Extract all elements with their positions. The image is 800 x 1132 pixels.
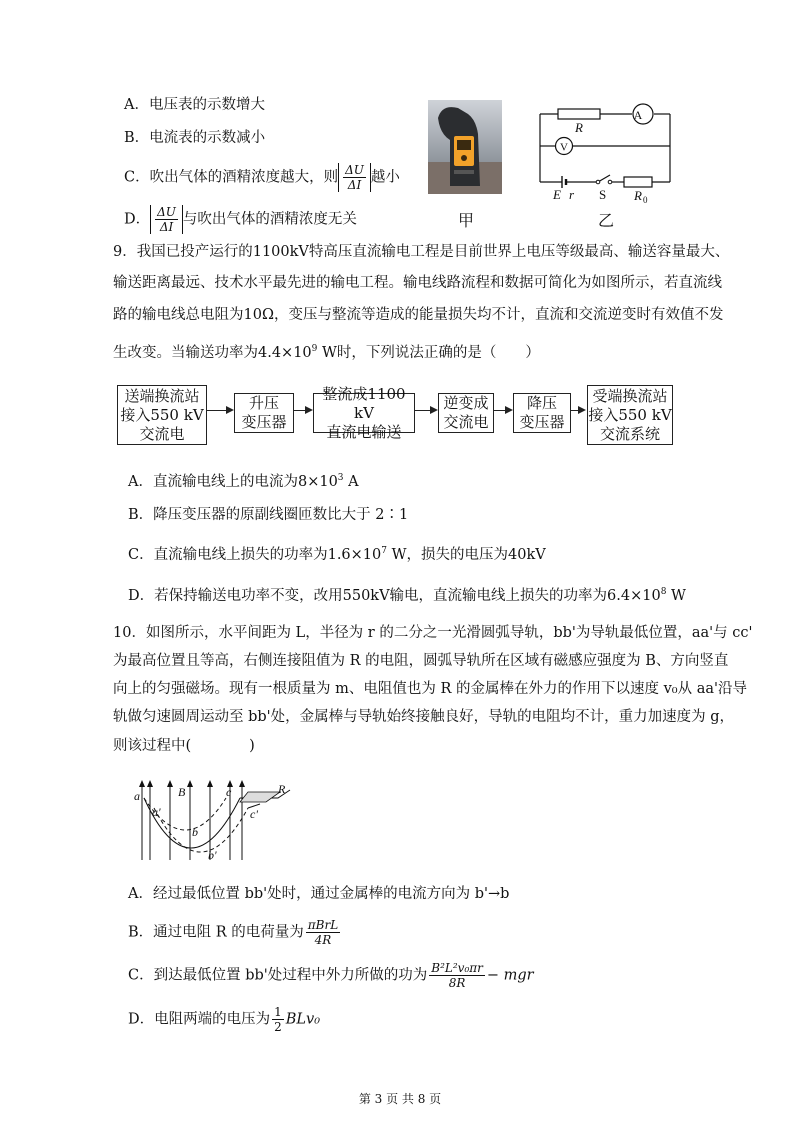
q9-option-c-text: C．直流输电线上损失的功率为1.6×10	[128, 546, 382, 563]
flow-step-2-line1: 升压	[248, 394, 279, 412]
q9-stem-line3: 路的输电线总电阻为10Ω，变压与整流等造成的能量损失均不计，直流和交流逆变时有效值不发	[113, 307, 724, 323]
q8-frac-num-d: ΔU	[157, 205, 176, 219]
q9-option-d-tail: W	[666, 587, 686, 604]
q10-stem-line4: 轨做匀速圆周运动至 bb'处，金属棒与导轨始终接触良好，导轨的电阻均不计，重力加速度为 g，	[113, 709, 735, 725]
resistor-r-label: R	[575, 120, 583, 135]
q9-option-a	[128, 468, 359, 492]
q10-stem-line3: 向上的匀强磁场。现有一根质量为 m、电阻值也为 R 的金属棒在外力的作用下以速度 v₀从 aa'沿导	[113, 681, 747, 697]
q10-stem-line2: 为最高位置且等高，右侧连接阻值为 R 的电阻，圆弧导轨所在区域有磁感应强度为 B、方向竖直	[113, 653, 729, 669]
q9-option-c	[128, 541, 546, 565]
flow-step-4-line1: 逆变成	[443, 394, 489, 412]
flow-arrow-5	[570, 410, 584, 411]
q10-option-b-text: B．通过电阻 R 的电荷量为	[128, 924, 304, 941]
q9-stem-line4-tail: W时，下列说法正确的是（ ）	[317, 344, 540, 361]
r0-label: R	[634, 188, 642, 203]
flow-step-6-line2: 接入550 kV	[588, 405, 672, 424]
flow-step-sending-station	[117, 385, 207, 445]
q8-frac-den-d: ΔI	[159, 220, 174, 234]
q8-option-c-abs	[338, 163, 371, 192]
emf-label: E	[553, 187, 561, 202]
breathalyzer-photo	[428, 100, 502, 194]
q8-option-d-tail: 与吹出气体的酒精浓度无关	[182, 211, 357, 228]
flow-arrow-3	[414, 410, 436, 411]
q10-option-d-text: D．电阻两端的电压为	[128, 1011, 271, 1028]
q8-option-a: A．电压表的示数增大	[124, 97, 265, 113]
q10-option-c-den: 8R	[448, 976, 466, 990]
flow-step-6-line1: 受端换流站	[592, 386, 668, 405]
label-a: a	[134, 789, 140, 803]
r0-subscript: 0	[643, 195, 648, 205]
flow-step-5-line2: 变压器	[519, 413, 565, 431]
q9-option-a-text: A．直流输电线上的电流为8×10	[128, 473, 338, 490]
q8-frac-num: ΔU	[345, 163, 364, 177]
label-b: b	[192, 825, 198, 839]
flow-step-invert-ac	[438, 393, 494, 433]
flow-arrow-1	[206, 410, 232, 411]
q8-option-d	[124, 205, 357, 234]
q9-option-b: B．降压变压器的原副线圈匝数比大于 2∶1	[128, 507, 409, 523]
q10-option-d-den: 2	[274, 1020, 282, 1034]
flow-step-2-line2: 变压器	[241, 413, 287, 431]
q10-option-d-num: 1	[274, 1005, 282, 1019]
q8-option-b: B．电流表的示数减小	[124, 130, 266, 146]
label-c-prime: c'	[250, 807, 258, 821]
q9-option-d-text: D．若保持输送电功率不变，改用550kV输电，直流输电线上损失的功率为6.4×10	[128, 587, 661, 604]
q10-option-c	[128, 961, 534, 990]
flow-step-1-line3: 交流电	[139, 424, 185, 443]
flow-step-step-down-transformer	[513, 393, 571, 433]
q9-stem-line1: 9．我国已投产运行的1100kV特高压直流输电工程是目前世界上电压等级最高、输送容量最大、	[113, 244, 730, 260]
q10-option-c-tail: − mgr	[486, 967, 534, 984]
q10-option-b	[128, 918, 342, 947]
q10-stem-line1: 10．如图所示，水平间距为 L，半径为 r 的二分之一光滑圆弧导轨，bb'为导轨最低位置，aa'与 cc'	[113, 625, 753, 641]
flow-step-5-line1: 降压	[526, 394, 557, 412]
q10-option-d	[128, 1005, 320, 1034]
page-footer: 第 3 页 共 8 页	[358, 1092, 442, 1106]
resistor-r0	[624, 177, 652, 187]
resistor-plate	[240, 792, 280, 802]
flow-step-receiving-station	[587, 385, 673, 445]
q10-option-c-text: C．到达最低位置 bb'处过程中外力所做的功为	[128, 967, 428, 984]
ammeter-label: A	[633, 108, 643, 122]
figure-label-yi: 乙	[598, 211, 615, 230]
q9-option-a-tail: A	[343, 473, 359, 490]
q8-option-c	[124, 163, 400, 192]
voltmeter-label: V	[560, 141, 568, 154]
rail-diagram	[130, 778, 300, 868]
q9-stem-line2: 输送距离最远、技术水平最先进的输电工程。输电线路流程和数据可简化为如图所示，若直流线	[113, 275, 722, 291]
q8-frac-den: ΔI	[347, 178, 362, 192]
circuit-diagram	[528, 96, 688, 206]
flow-step-3-line1: 整流成1100 kV	[322, 384, 406, 422]
q10-stem-line5: 则该过程中( )	[113, 738, 255, 754]
flow-step-step-up-transformer	[234, 393, 294, 433]
q9-option-c-exp: 7	[381, 546, 387, 556]
q10-option-b-den: 4R	[314, 933, 332, 947]
q9-option-d	[128, 582, 686, 606]
flow-step-3-line2: 直流电输送	[326, 422, 402, 441]
flow-arrow-4	[493, 410, 511, 411]
q9-option-c-tail: W，损失的电压为40kV	[387, 546, 546, 563]
q8-option-d-abs	[150, 205, 183, 234]
internal-r-label: r	[569, 187, 575, 202]
q10-option-b-num: πBrL	[307, 918, 339, 932]
switch-label: S	[599, 187, 607, 202]
q8-option-c-tail: 越小	[370, 169, 400, 186]
q9-stem-line4-text: 生改变。当输送功率为4.4×10	[113, 344, 312, 361]
figure-label-jia: 甲	[458, 211, 475, 230]
flow-step-4-line2: 交流电	[443, 413, 489, 431]
label-a-prime: a'	[152, 805, 161, 819]
resistor-r	[558, 109, 600, 119]
label-b-prime: b'	[208, 848, 217, 862]
flow-step-1-line1: 送端换流站	[124, 386, 200, 405]
q10-option-d-tail: BLv₀	[285, 1011, 321, 1028]
flow-step-6-line3: 交流系统	[599, 424, 660, 443]
q9-option-a-exp: 3	[337, 473, 344, 483]
label-c: c	[226, 785, 232, 799]
breathalyzer-icon	[428, 100, 502, 194]
label-R: R	[278, 782, 286, 796]
flow-step-1-line2: 接入550 kV	[120, 405, 204, 424]
q10-option-a: A．经过最低位置 bb'处时，通过金属棒的电流方向为 b'→b	[128, 886, 510, 902]
q8-option-d-text: D．	[124, 211, 151, 228]
q9-stem-line4-exp: 9	[311, 344, 318, 354]
q9-stem-line4	[113, 339, 540, 363]
q9-option-d-exp: 8	[660, 587, 667, 597]
label-B: B	[178, 785, 186, 799]
flow-step-rectify-dc	[313, 384, 415, 441]
flow-arrow-2	[293, 410, 311, 411]
q8-option-c-text: C．吹出气体的酒精浓度越大，则	[124, 169, 339, 186]
q10-option-c-num: B²L²v₀πr	[431, 961, 483, 975]
